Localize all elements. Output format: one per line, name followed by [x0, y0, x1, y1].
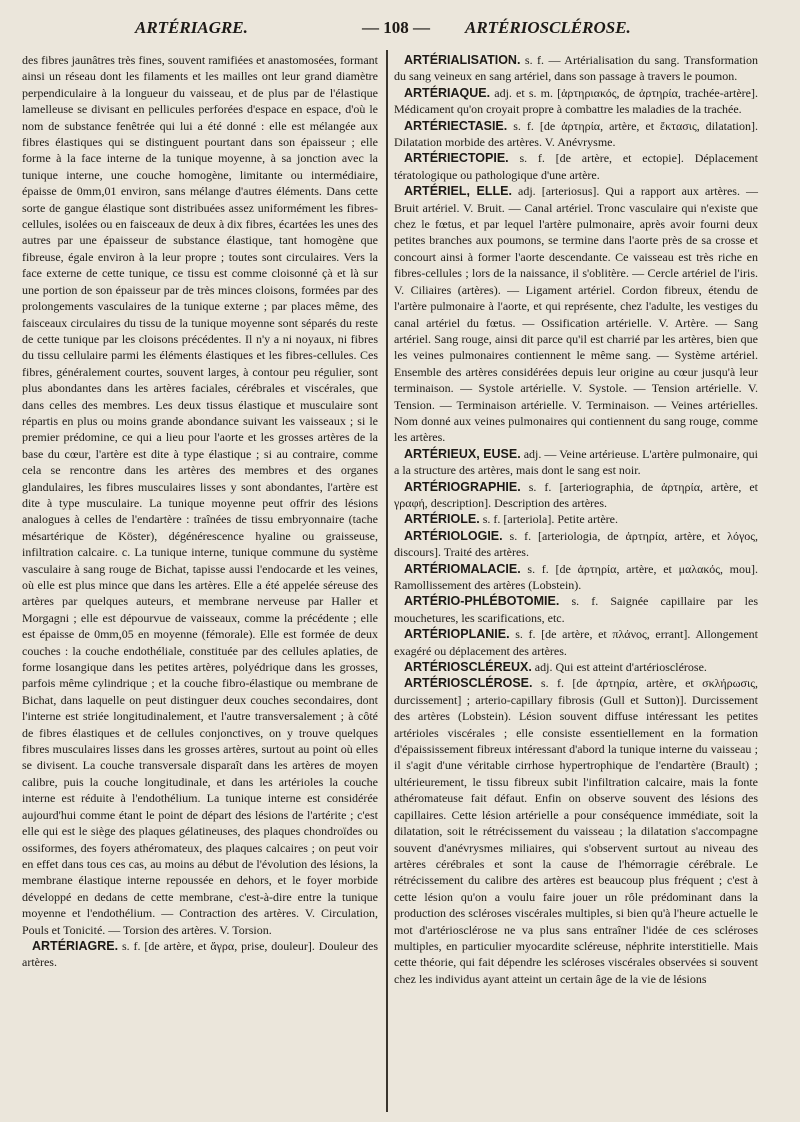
entry	[394, 52, 758, 85]
entry	[394, 150, 758, 183]
entry-headword: ARTÉRIOMALACIE.	[404, 561, 521, 576]
entry-headword: ARTÉRIEL, ELLE.	[404, 184, 512, 199]
entry	[394, 675, 758, 987]
entry-text: s. f. [arteriola]. Petite artère.	[482, 512, 618, 527]
entry-headword: ARTÉRIAGRE.	[32, 938, 119, 953]
entry-text: adj. Qui est atteint d'artériosclérose.	[534, 660, 707, 675]
entry-text: s. f. [de ἀρτηρία, artère, et ἔκτασις, dilatation]. Dilatation morbide des artères. V. Anévrysme.	[394, 118, 759, 150]
page-header	[20, 14, 780, 44]
entry	[394, 561, 758, 594]
entry	[394, 446, 758, 479]
entry-headword: ARTÉRIOGRAPHIE.	[404, 479, 521, 494]
entry-text: s. f. [de artère, et πλάνος, errant]. Allongement exagéré ou déplacement des artères.	[394, 627, 759, 658]
entry-headword: ARTÉRIOLE.	[404, 512, 480, 527]
entry-text: adj. et s. m. [ἀρτηριακός, de ἀρτηρία, trachée-artère]. Médicament qu'on croyait propre à combattre les maladies de la trachée.	[394, 85, 758, 117]
entry-text: s. f. [de artère, et ectopie]. Déplacement tératologique ou pathologique d'une artère.	[394, 151, 758, 182]
entry	[394, 659, 758, 675]
left-column	[22, 52, 378, 971]
header-left-term: ARTÉRIAGRE.	[135, 18, 248, 37]
entry-text: adj. [arteriosus]. Qui a rapport aux artères. — Bruit artériel. V. Bruit. — Canal artériel. Tronc vasculaire qui n'existe que chez le fœtus, et par lequel l'artère pulmonaire, après avoir fourni deux petites branches aux poumons, se termine dans l'aorte près de sa crosse et concourt ainsi à former l'aorte descendante. Ce vaisseau est très riche en fibres-cellules ; lors de la naissance, il s'oblitère. — Cercle artériel de l'iris. V. Ciliaires (artères). — Ligament artériel. Cordon fibreux, étendu de l'artère pulmonaire à l'aorte, et qui représente, chez l'adulte, les vestiges du canal artériel du fœtus. — Ossification artérielle. V. Artère. — Sang artériel. Sang rouge, ainsi dit parce qu'il est charrié par les artères, bien que les veines pulmonaires contiennent le même sang. — Système artériel. Ensemble des artères considérées depuis leur origine au cœur jusqu'à leur terminaison. — Systole artérielle. V. Systole. — Tension artérielle. V. Tension. — Terminaison artérielle. V. Terminaison. — Veines artérielles. Nom donné aux veines pulmonaires qui contiennent du sang rouge, comme les artères.	[394, 184, 758, 445]
entry	[394, 593, 758, 626]
page-number: — 108 —	[362, 18, 430, 37]
entry	[394, 626, 758, 659]
entry-headword: ARTÉRIO-PHLÉBOTOMIE.	[404, 594, 560, 609]
entry-headword: ARTÉRIECTOPIE.	[404, 151, 509, 166]
entry	[394, 85, 758, 118]
entry-text: adj. — Veine artérieuse. L'artère pulmonaire, qui a la structure des artères, mais dont le sang est noir.	[394, 446, 758, 478]
continued-paragraph: des fibres jaunâtres très fines, souvent ramifiées et anastomosées, formant ainsi un réseau dont les filaments et les mailles ont leur grand diamètre perpendiculaire à la longueur du vaisseau, et de plus par de l'élastique lamelleuse se divisant en pellicules perforées d'espace en espace, d'où le nom de substance fenêtrée qui lui a été donné : elle est mélangée aux fibres élastiques qui se distinguent pourtant dans son épaisseur ; elle forme à la face interne de la tunique moyenne, à sa jonction avec la tunique interne, une couche homogène, limitante ou intermédiaire, épaisse de 0mm,01 environ, sans mélange d'autres éléments. Dans cette sorte de gangue élastique sont distribuées assez uniformément les fibres-cellules, isolées ou en faisceaux de deux à dix fibres, écartées les unes des autres par une épaisseur de substance élastique, tant homogène que fibreuse, égale environ à la leur propre ; toutes sont circulaires. Vers la face externe de cette tunique, ce tissu est comme cloisonné çà et là sur une portion de son épaisseur par de très minces cloisons, formées par des prolongements vasculaires de la tunique externe ; par places même, des faisceaux circulaires du tissu de la tunique moyenne sont séparés du reste de cette tunique par les cloisons précédentes. Il n'y a ni noyaux, ni fibres du tissu cellulaire parmi les éléments élastiques et les fibres-cellules. Ces fibres, généralement courtes, souvent larges, à contour peu régulier, sont plus abondantes dans les artères faciales, cérébrales et viscérales, que dans celles des membres. Les deux tissus élastique et musculaire sont répartis en plus ou moins grande abondance suivant les vaisseaux ; si le premier prédomine, ce qui a lieu pour l'aorte et les grosses artères de la base du cœur, l'artère est dite à type élastique ; si au contraire, comme cela se rencontre dans les artères des membres et des organes glandulaires, les fibres musculaires lisses y sont abondantes, l'artère est dite à type musculaire. La tunique moyenne peut offrir des lésions analogues à celles de l'endartère : traînées de tissu embryonnaire (tache mésartérique de Köster), dégénérescence hyaline ou graisseuse, infiltration calcaire. c. La tunique interne, tunique commune du système vasculaire à sang rouge de Bichat, tapisse aussi l'endocarde et les veines, où elle est plus mince que dans les artères. Elle a été appelée séreuse des artères par quelques auteurs, et membrane nerveuse par Haller et Morgagni ; elle est dépourvue de vaisseaux, comme la précédente ; elle est épaisse de 0mm,05 en moyenne (fémorale). Elle est formée de deux couches : la couche endothéliale, constituée par des cellules aplaties, de forme losangique dans les petites artères, polyédrique dans les grosses, parfois même cylindrique ; et la couche fibro-élastique ou membrane de Bichat, dans laquelle on peut distinguer deux couches secondaires, dont l'interne est striée longitudinalement, et l'autre transversalement ; à côté de fibres élastiques et de cellules conjonctives, on y trouve quelques fibres musculaires lisses dans les grosses artères, surtout au point où elles se divisent. La couche transversale disparaît dans les artères de moyen calibre, puis la couche longitudinale, et dans les artérioles la couche interne est réduite à l'endothélium. La tunique interne est considérée aujourd'hui comme étant le point de départ des lésions de l'artérite ; c'est elle qui est le siège des plaques gélatineuses, des plaques chondroïdes ou ossiformes, des foyers athéromateux, des plaques calcaires ; on peut voir en effet dans tous ces cas, au moins au début de l'évolution des lésions, la membrane élastique interne repoussée en dehors, et le foyer morbide développé en dedans de cette membrane, c'est-à-dire entre la tunique moyenne et l'endothélium. — Contraction des artères. V. Circulation, Pouls et Tonicité. — Torsion des artères. V. Torsion.	[22, 53, 378, 937]
entry-headword: ARTÉRIAQUE.	[404, 85, 491, 100]
entry-headword: ARTÉRIOSCLÉROSE.	[404, 676, 533, 691]
entry-headword: ARTÉRIECTASIE.	[404, 118, 508, 133]
header-right-term: ARTÉRIOSCLÉROSE.	[465, 18, 631, 37]
entry-text: s. f. [arteriologia, de ἀρτηρία, artère, et λόγος, discours]. Traité des artères.	[394, 528, 758, 560]
entry	[394, 183, 758, 446]
entry-headword: ARTÉRIOLOGIE.	[404, 528, 503, 543]
entry	[394, 528, 758, 561]
right-column	[394, 52, 758, 987]
entry-text: s. f. [de ἀρτηρία, artère, et μαλακός, mou]. Ramollissement des artères (Lobstein).	[394, 561, 758, 592]
entry-arteriagre	[22, 938, 378, 971]
entry-text: s. f. Saignée capillaire par les mouchetures, les scarifications, etc.	[394, 594, 758, 625]
entry-text: s. f. — Artérialisation du sang. Transformation du sang veineux en sang artériel, dans son passage à travers le poumon.	[394, 53, 758, 84]
column-divider	[386, 50, 388, 1112]
entry-text: s. f. [de ἀρτηρία, artère, et σκλήρωσις, durcissement] ; arterio-capillary fibrosis (Gull et Sutton)]. Durcissement des artères (Lobstein). Lésion souvent diffuse intéressant les petites artérioles viscérales ; elle consiste essentiellement en la formation d'épaississement fibreux intéressant d'abord la tunique interne du vaisseau ; il s'agit d'une véritable cirrhose hypertrophique de l'endartère (Brault) ; ultérieurement, le tissu fibreux subit l'infiltration calcaire, mais la fonte athéromateuse fait défaut. Enfin on observe souvent des lésions des capillaires. Cette lésion artérielle a pour conséquence immédiate, soit la dilatation, soit le rétrécissement du vaisseau ; la dilatation s'accompagne souvent d'anévrysmes miliaires, qui s'observent surtout au niveau des artères cérébrales et sont la cause de l'hémorragie cérébrale. Le rétrécissement du calibre des artères est beaucoup plus fréquent ; c'est à cette lésion qu'on a voulu faire jouer un rôle prédominant dans la production des scléroses viscérales multiples, si bien qu'à l'heure actuelle le mot d'artériosclérose ne va plus sans entraîner l'idée de ces scléroses multiples, en particulier myocardite scléreuse, néphrite interstitielle. Mais cette théorie, qui fait dépendre les scléroses viscérales observées si souvent chez les individus ayant atteint un certain âge de la vie de lésions	[394, 676, 759, 986]
entry-headword: ARTÉRIOPLANIE.	[404, 627, 510, 642]
entry-text: s. f. [arteriographia, de ἀρτηρία, artère, et γραφή, description]. Description des artères.	[394, 479, 759, 510]
entry-text: s. f. [de artère, et ἄγρα, prise, douleur]. Douleur des artères.	[22, 938, 378, 970]
entry	[394, 511, 758, 527]
entry	[394, 118, 758, 151]
entry-headword: ARTÉRIOSCLÉREUX.	[404, 660, 532, 675]
entry	[394, 479, 758, 512]
entry-headword: ARTÉRIALISATION.	[404, 53, 521, 67]
entry-headword: ARTÉRIEUX, EUSE.	[404, 446, 521, 461]
